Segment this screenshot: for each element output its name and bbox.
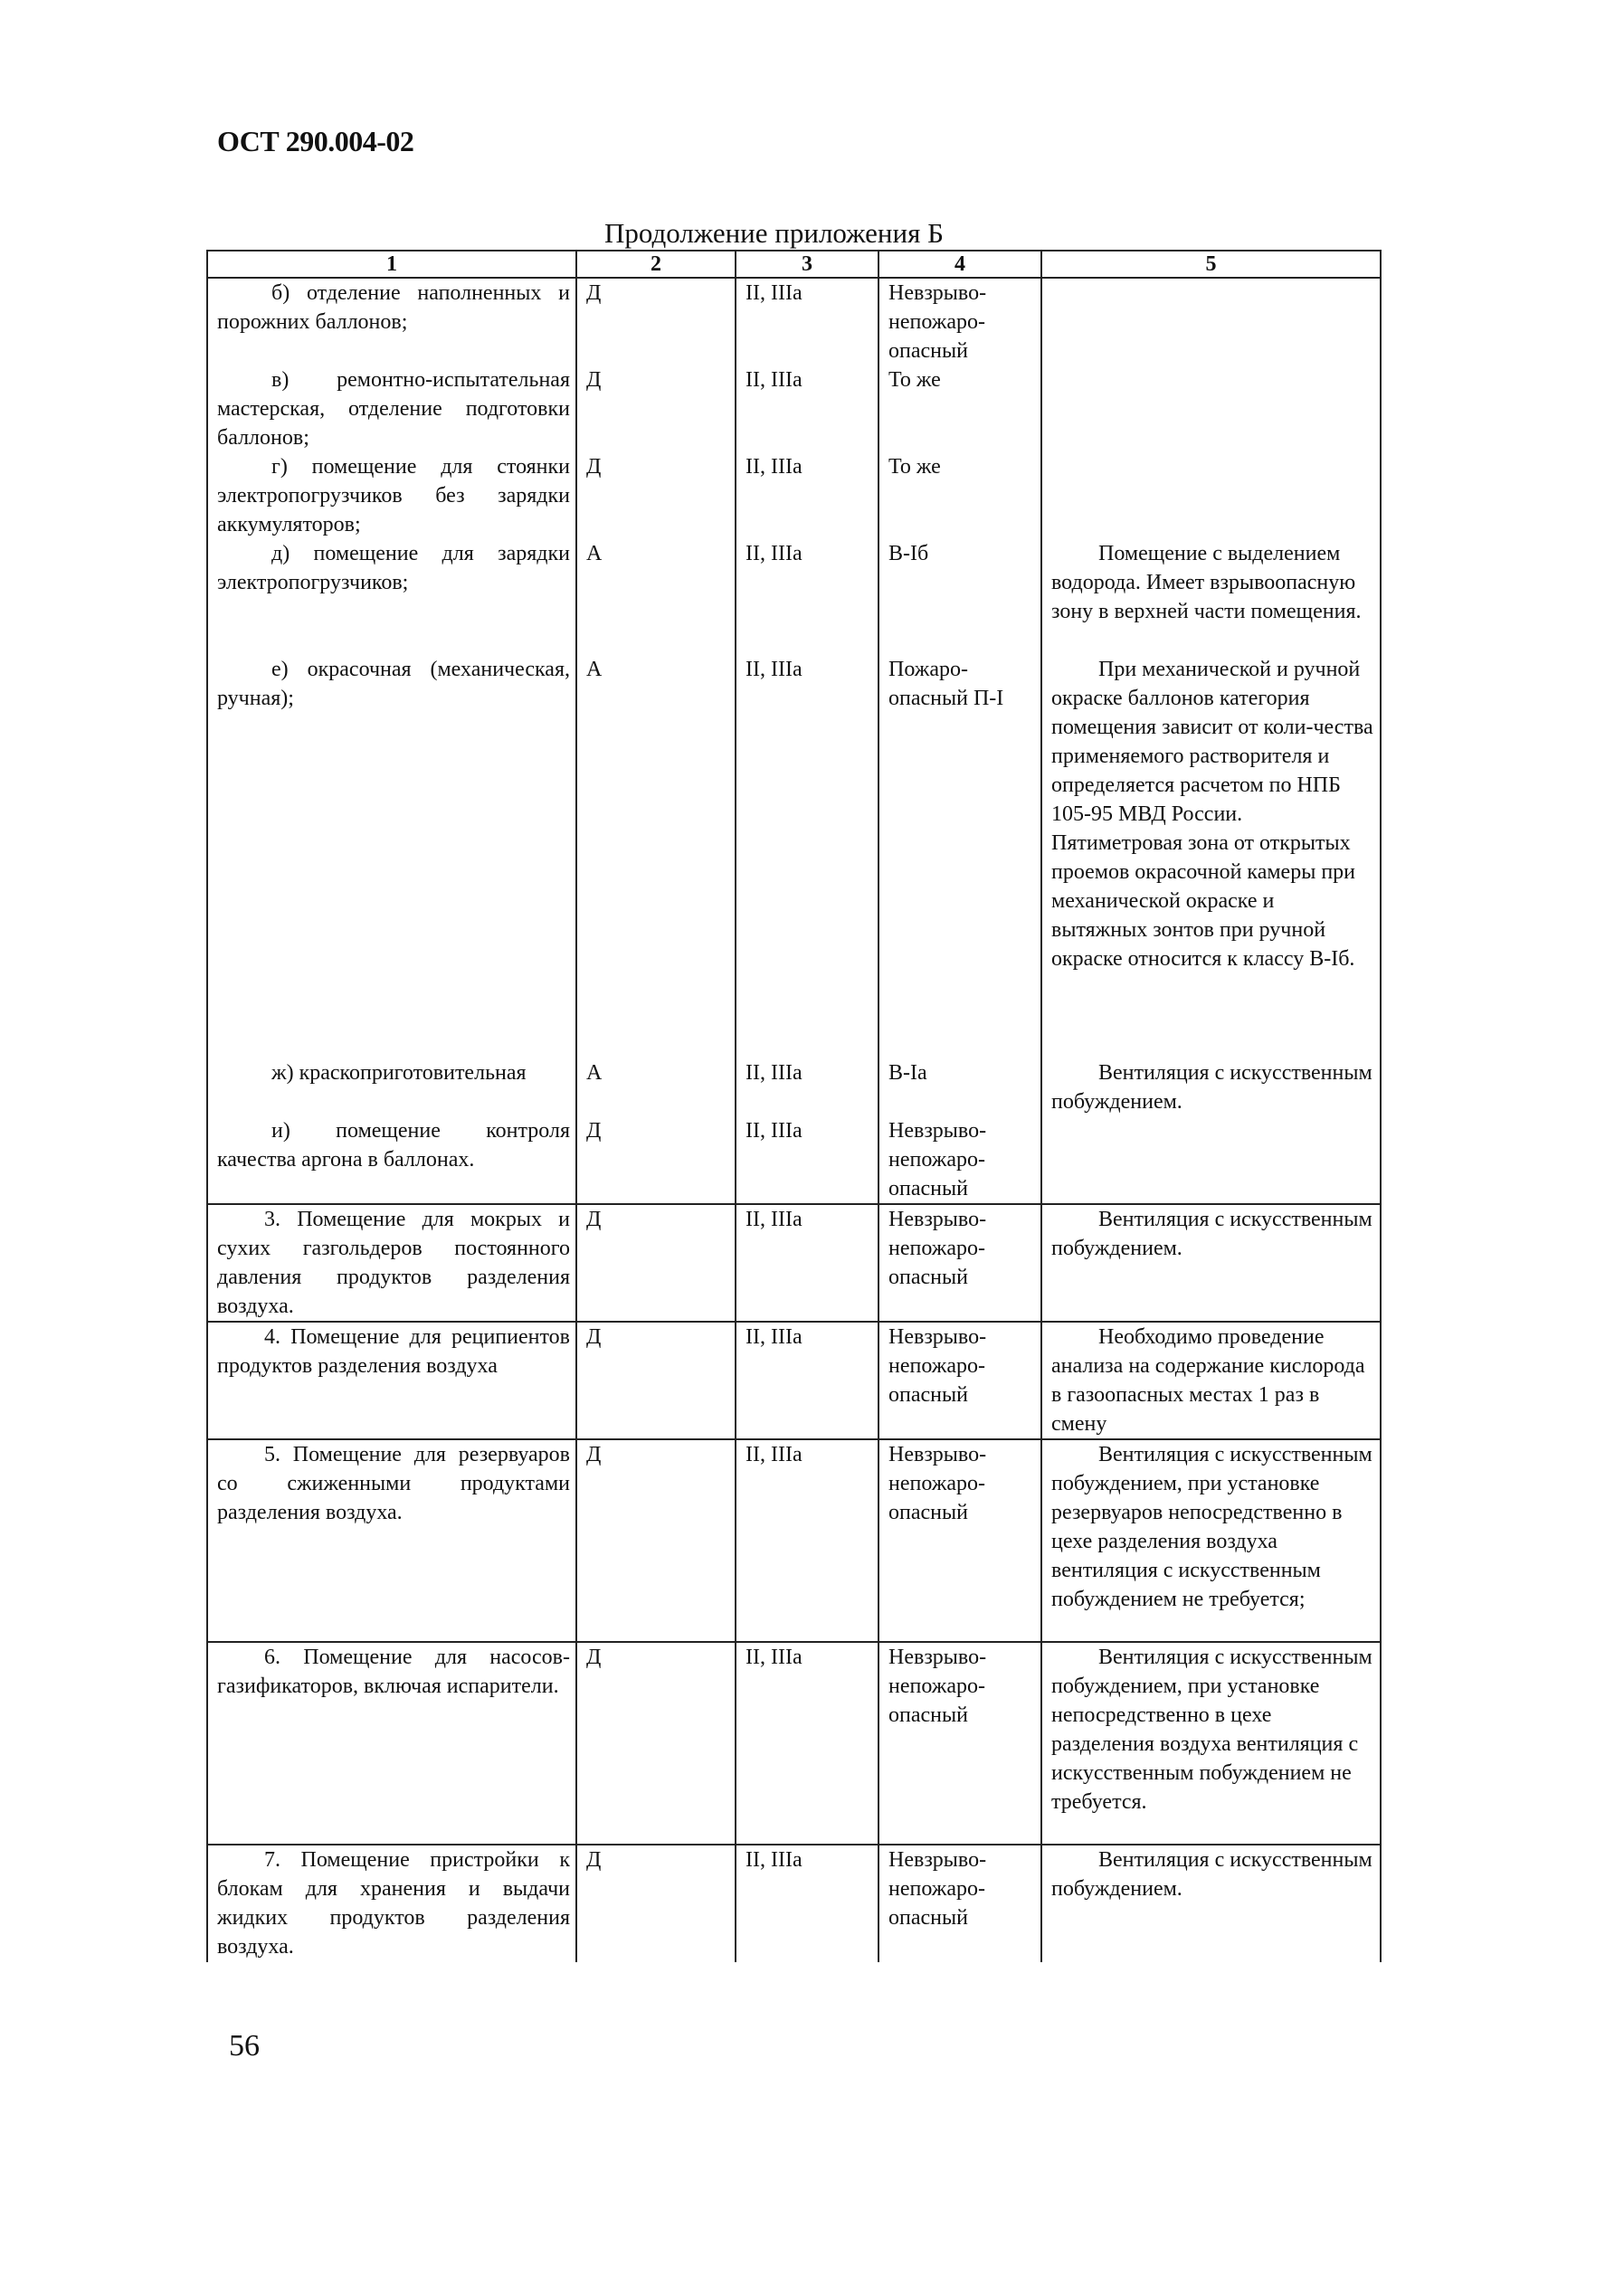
zone-class-cell: Невзрыво-непожаро-опасный bbox=[878, 1845, 1041, 1962]
zone-class-cell: То же bbox=[878, 452, 1041, 539]
note-cell: При механической и ручной окраске баллонов категория помещения зависит от коли-чества применяемого растворителя и определяется расчетом по НПБ 105-95 МВД России. Пятиметровая зона от открытых проемов окрасочной камеры при механической окраске и вытяжных зонтов при ручной окраске относится к классу В-Iб. bbox=[1041, 655, 1381, 1058]
room-name: д) помещение для зарядки электропогрузчиков; bbox=[207, 539, 576, 655]
note-cell: Вентиляция с искусственным побуждением, при установке резервуаров непосредственно в цехе разделения воздуха вентиляция с искусственным побуждением не требуется; bbox=[1041, 1439, 1381, 1642]
category-cell: Д bbox=[576, 1439, 736, 1642]
table-row bbox=[207, 1642, 1381, 1845]
zone-class-cell: Невзрыво-непожаро-опасный bbox=[878, 1204, 1041, 1322]
fire-resistance-cell: II, IIIa bbox=[736, 1058, 878, 1116]
zone-class-cell: Невзрыво-непожаро-опасный bbox=[878, 1642, 1041, 1845]
note-cell: Вентиляция с искусственным побуждением. bbox=[1041, 1845, 1381, 1962]
fire-resistance-cell: II, IIIa bbox=[736, 278, 878, 365]
column-header-2: 2 bbox=[576, 251, 736, 278]
table-caption: Продолжение приложения Б bbox=[604, 217, 944, 249]
note-cell: Помещение с выделением водорода. Имеет взрывоопасную зону в верхней части помещения. bbox=[1041, 539, 1381, 655]
room-name: 4. Помещение для реципиентов продуктов разделения воздуха bbox=[207, 1322, 576, 1439]
category-cell: Д bbox=[576, 1204, 736, 1322]
column-header-1: 1 bbox=[207, 251, 576, 278]
category-cell: Д bbox=[576, 1642, 736, 1845]
category-cell: Д bbox=[576, 1116, 736, 1204]
table-row bbox=[207, 365, 1381, 452]
column-header-4: 4 bbox=[878, 251, 1041, 278]
note-cell bbox=[1041, 278, 1381, 365]
room-name: б) отделение наполненных и порожних баллонов; bbox=[207, 278, 576, 365]
document-code: ОСТ 290.004-02 bbox=[217, 125, 414, 157]
note-cell bbox=[1041, 1116, 1381, 1204]
table-row bbox=[207, 278, 1381, 365]
category-cell: Д bbox=[576, 1845, 736, 1962]
room-name: ж) краскоприготовительная bbox=[207, 1058, 576, 1116]
category-cell: А bbox=[576, 539, 736, 655]
note-cell: Вентиляция с искусственным побуждением. bbox=[1041, 1058, 1381, 1116]
rooms-table bbox=[206, 250, 1382, 1962]
page-number: 56 bbox=[229, 2029, 260, 2063]
table-row bbox=[207, 1204, 1381, 1322]
room-name: и) помещение контроля качества аргона в баллонах. bbox=[207, 1116, 576, 1204]
table-row bbox=[207, 1116, 1381, 1204]
room-name: в) ремонтно-испытательная мастерская, отделение подготовки баллонов; bbox=[207, 365, 576, 452]
category-cell: А bbox=[576, 655, 736, 1058]
zone-class-cell: Невзрыво-непожаро-опасный bbox=[878, 1322, 1041, 1439]
zone-class-cell: Невзрыво-непожаро-опасный bbox=[878, 1116, 1041, 1204]
zone-class-cell: Пожаро-опасный П-I bbox=[878, 655, 1041, 1058]
room-name: 7. Помещение пристройки к блокам для хранения и выдачи жидких продуктов разделения воздуха. bbox=[207, 1845, 576, 1962]
fire-resistance-cell: II, IIIa bbox=[736, 655, 878, 1058]
zone-class-cell: В-Iа bbox=[878, 1058, 1041, 1116]
room-name: г) помещение для стоянки электропогрузчиков без зарядки аккумуляторов; bbox=[207, 452, 576, 539]
fire-resistance-cell: II, IIIa bbox=[736, 1439, 878, 1642]
room-name: 3. Помещение для мокрых и сухих газгольдеров постоянного давления продуктов разделения воздуха. bbox=[207, 1204, 576, 1322]
category-cell: Д bbox=[576, 278, 736, 365]
room-name: 6. Помещение для насосов-газификаторов, включая испарители. bbox=[207, 1642, 576, 1845]
fire-resistance-cell: II, IIIa bbox=[736, 1642, 878, 1845]
fire-resistance-cell: II, IIIa bbox=[736, 452, 878, 539]
table-row bbox=[207, 1058, 1381, 1116]
column-header-5: 5 bbox=[1041, 251, 1381, 278]
fire-resistance-cell: II, IIIa bbox=[736, 1116, 878, 1204]
zone-class-cell: В-Iб bbox=[878, 539, 1041, 655]
category-cell: Д bbox=[576, 452, 736, 539]
category-cell: Д bbox=[576, 365, 736, 452]
room-name: е) окрасочная (механическая, ручная); bbox=[207, 655, 576, 1058]
note-cell: Необходимо проведение анализа на содержание кислорода в газоопасных местах 1 раз в смену bbox=[1041, 1322, 1381, 1439]
table-row bbox=[207, 452, 1381, 539]
table-row bbox=[207, 1845, 1381, 1962]
table-row bbox=[207, 539, 1381, 655]
zone-class-cell: То же bbox=[878, 365, 1041, 452]
fire-resistance-cell: II, IIIa bbox=[736, 1204, 878, 1322]
note-cell bbox=[1041, 365, 1381, 452]
category-cell: Д bbox=[576, 1322, 736, 1439]
table-row bbox=[207, 1439, 1381, 1642]
fire-resistance-cell: II, IIIa bbox=[736, 1322, 878, 1439]
note-cell bbox=[1041, 452, 1381, 539]
table-row bbox=[207, 1322, 1381, 1439]
room-name: 5. Помещение для резервуаров со сжиженными продуктами разделения воздуха. bbox=[207, 1439, 576, 1642]
note-cell: Вентиляция с искусственным побуждением. bbox=[1041, 1204, 1381, 1322]
zone-class-cell: Невзрыво-непожаро-опасный bbox=[878, 1439, 1041, 1642]
table-row bbox=[207, 655, 1381, 1058]
table-header-row bbox=[207, 251, 1381, 278]
note-cell: Вентиляция с искусственным побуждением, при установке непосредственно в цехе разделения воздуха вентиляция с искусственным побуждением не требуется. bbox=[1041, 1642, 1381, 1845]
category-cell: А bbox=[576, 1058, 736, 1116]
column-header-3: 3 bbox=[736, 251, 878, 278]
fire-resistance-cell: II, IIIa bbox=[736, 539, 878, 655]
zone-class-cell: Невзрыво-непожаро-опасный bbox=[878, 278, 1041, 365]
fire-resistance-cell: II, IIIa bbox=[736, 1845, 878, 1962]
fire-resistance-cell: II, IIIa bbox=[736, 365, 878, 452]
